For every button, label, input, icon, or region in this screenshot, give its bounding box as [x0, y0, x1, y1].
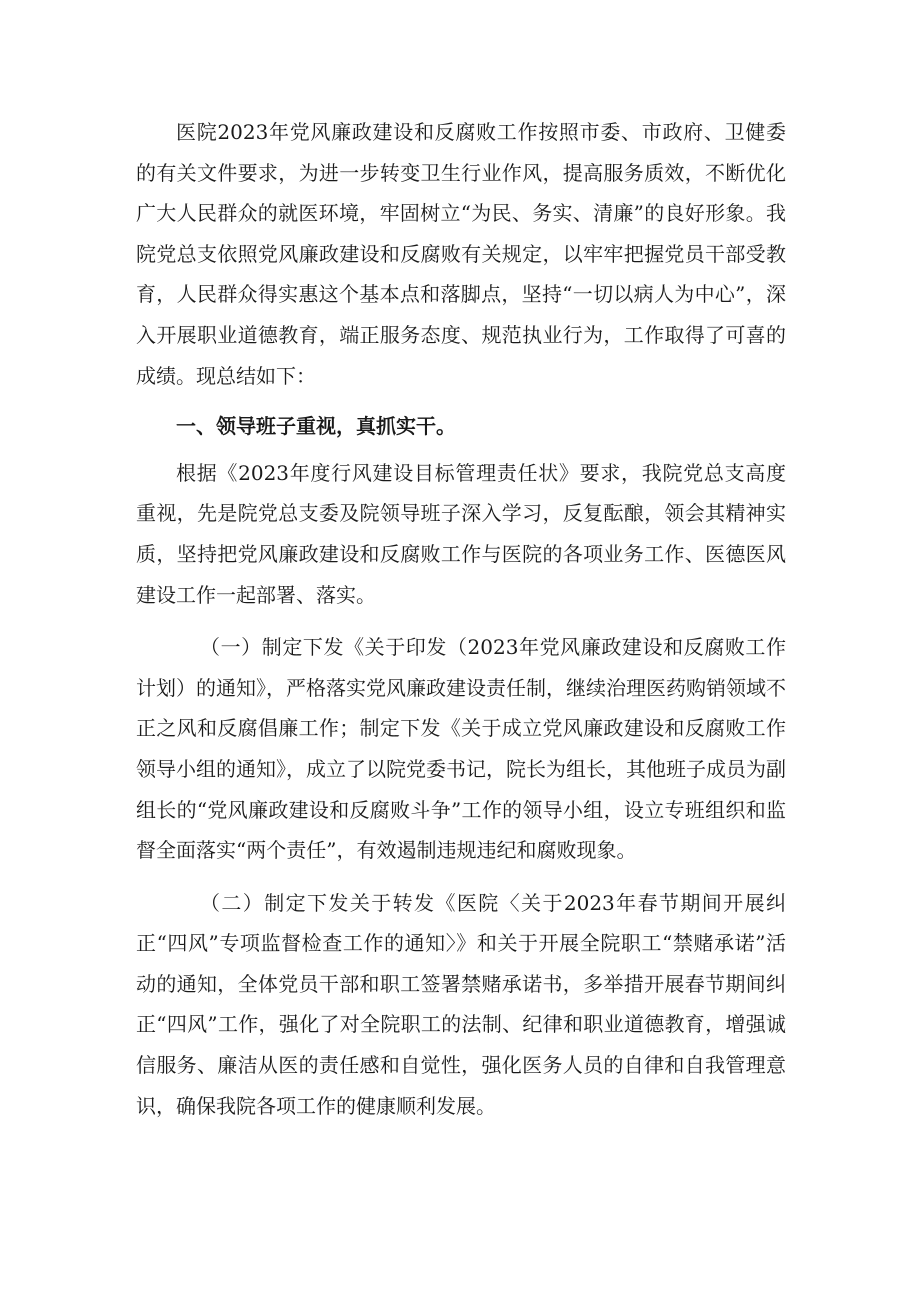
section-1-paragraph: 根据《2023年度行风建设目标管理责任状》要求，我院党总支高度重视，先是院党总支委及院领导班子深入学习，反复酝酿，领会其精神实质，坚持把党风廉政建设和反腐败工作与医院的各项业务工作、医德医风建设工作一起部署、落实。 — [136, 460, 786, 607]
section-heading-1: 一、领导班子重视，真抓实干。 — [176, 414, 456, 439]
item-2-paragraph: （二）制定下发关于转发《医院〈关于2023年春节期间开展纠正“四风”专项监督检查工作的通知〉》和关于开展全院职工“禁赌承诺”活动的通知，全体党员干部和职工签署禁赌承诺书，多举措开展春节期间纠正“四风”工作，强化了对全院职工的法制、纪律和职业道德教育，增强诚信服务、廉洁从医的责任感和自觉性，强化医务人员的自律和自我管理意识，确保我院各项工作的健康顺利发展。 — [136, 890, 786, 1118]
intro-paragraph: 医院2023年党风廉政建设和反腐败工作按照市委、市政府、卫健委的有关文件要求，为进一步转变卫生行业作风，提高服务质效，不断优化广大人民群众的就医环境，牢固树立“为民、务实、清廉”的良好形象。我院党总支依照党风廉政建设和反腐败有关规定，以牢牢把握党员干部受教育，人民群众得实惠这个基本点和落脚点，坚持“一切以病人为中心”，深入开展职业道德教育，端正服务态度、规范执业行为，工作取得了可喜的成绩。现总结如下： — [136, 120, 786, 388]
item-1-paragraph: （一）制定下发《关于印发（2023年党风廉政建设和反腐败工作计划）的通知》，严格落实党风廉政建设责任制，继续治理医药购销领域不正之风和反腐倡廉工作；制定下发《关于成立党风廉政建设和反腐败工作领导小组的通知》，成立了以院党委书记，院长为组长，其他班子成员为副组长的“党风廉政建设和反腐败斗争”工作的领导小组，设立专班组织和监督全面落实“两个责任”，有效遏制违规违纪和腐败现象。 — [136, 635, 786, 863]
document-body — [136, 112, 786, 1126]
